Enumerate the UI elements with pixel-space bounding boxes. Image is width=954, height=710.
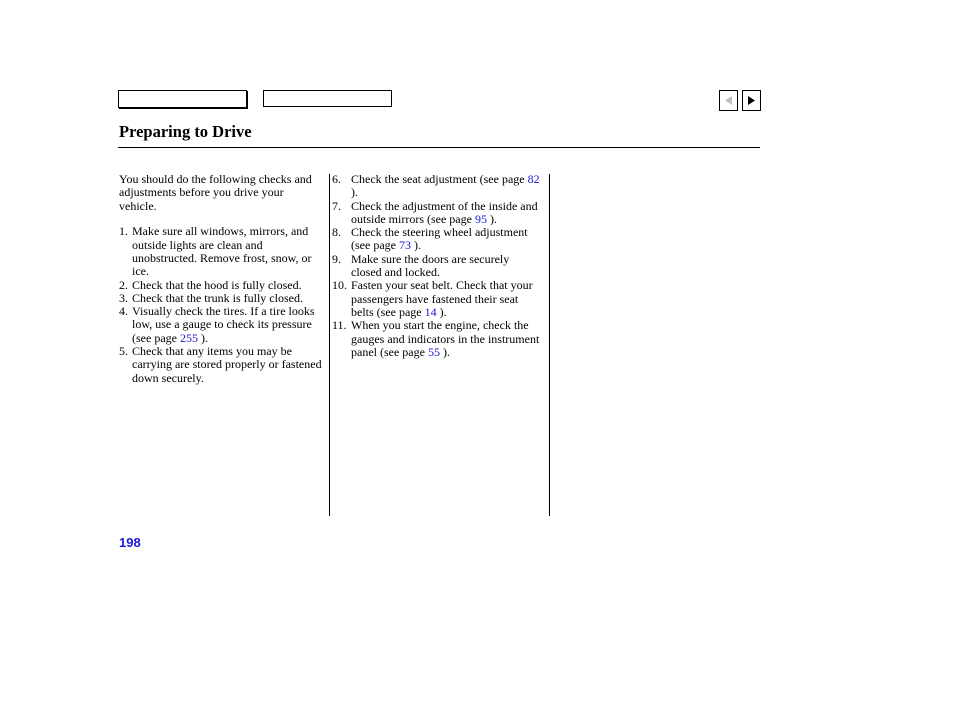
column-divider xyxy=(549,174,550,516)
list-item: 8. Check the steering wheel adjustment (see page 73 ). xyxy=(332,225,528,253)
list-item: 3. Check that the trunk is fully closed. xyxy=(119,290,303,305)
left-column xyxy=(119,173,324,385)
list-item: 1. Make sure all windows, mirrors, and outside lights are clean and unobstructed. Remove frost, snow, or ice. xyxy=(119,224,312,279)
next-page-button[interactable] xyxy=(742,90,761,111)
index-button[interactable] xyxy=(263,90,392,107)
list-item: 4. Visually check the tires. If a tire looks low, use a gauge to check its pressure (see page 255 ). xyxy=(119,304,315,345)
list-item: 10. Fasten your seat belt. Check that your passengers have fastened their seat belts (see page 14 ). xyxy=(332,278,533,319)
middle-column xyxy=(332,173,542,359)
list-item: 2. Check that the hood is fully closed. xyxy=(119,277,302,292)
page-link[interactable]: 14 xyxy=(424,304,437,319)
column-divider xyxy=(329,174,330,516)
page-link[interactable]: 82 xyxy=(527,172,540,186)
previous-page-button[interactable] xyxy=(719,90,738,111)
list-item: 5. Check that any items you may be carrying are stored properly or fastened down securely. xyxy=(119,344,322,385)
page-number: 198 xyxy=(119,535,141,550)
main-menu-button[interactable] xyxy=(118,90,247,108)
list-item: 11. When you start the engine, check the gauges and indicators in the instrument panel (see page 55 ). xyxy=(332,318,540,359)
triangle-left-icon xyxy=(725,96,733,105)
page-title: Preparing to Drive xyxy=(119,122,252,141)
page-link[interactable]: 255 xyxy=(179,330,198,345)
list-item: 7. Check the adjustment of the inside and outside mirrors (see page 95 ). xyxy=(332,198,538,226)
triangle-right-icon xyxy=(748,96,756,105)
intro-paragraph: You should do the following checks and adjustments before you drive your vehicle. xyxy=(119,172,312,213)
page-link[interactable]: 95 xyxy=(474,211,487,226)
title-divider xyxy=(118,147,760,148)
list-item: 6. Check the seat adjustment (see page 82 ). xyxy=(332,172,540,200)
list-item: 9. Make sure the doors are securely closed and locked. xyxy=(332,251,510,280)
page-link[interactable]: 55 xyxy=(427,344,440,359)
page-link[interactable]: 73 xyxy=(398,238,411,253)
